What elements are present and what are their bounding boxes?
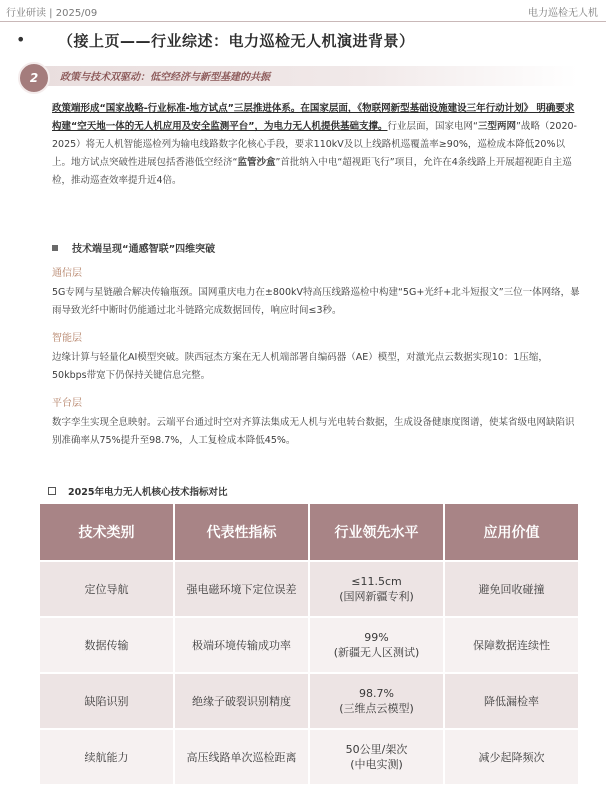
policy-text-3: ”首批纳入中电“超视距飞行”项目，允许在4条线路上开展超视距自主巡检，推动巡查效率提升近4倍。 [52, 157, 572, 186]
layer-title-communication: 通信层 [52, 268, 82, 279]
page-title-row [8, 30, 598, 52]
policy-text-1: 行业层面，国家电网“ [387, 121, 478, 132]
table-cell-category: 续航能力 [40, 730, 175, 784]
layer-title-intelligence: 智能层 [52, 333, 82, 344]
policy-bold-term-1: 三型两网 [477, 121, 516, 132]
table-header-cell: 技术类别 [40, 504, 175, 560]
policy-bold-lead: 政策端形成“国家战略-行业标准-地方试点”三层推进体系。在国家层面，《物联网新型基础设施建设三年行动计划》 明确要求构建“空天地一体的无人机应用及安全监测平台”，为电力无人机提供基础支撑。 [52, 103, 575, 132]
table-row [40, 616, 578, 672]
policy-bold-term-2: 监管沙盒 [237, 157, 276, 168]
table-header-row [40, 504, 578, 560]
header-topic-label: 电力巡检无人机 [528, 8, 598, 19]
table-row [40, 672, 578, 728]
layer-text-communication: 5G专网与星链融合解决传输瓶颈。国网重庆电力在±800kV特高压线路巡检中构建“5G+光纤+北斗短报文”三位一体网络，暴雨导致光纤中断时仍能通过北斗链路完成数据回传，响应时间≤3秒。 [52, 287, 580, 316]
table-cell-level [310, 730, 445, 784]
policy-text-2: ”战略（2020-2025）将无人机智能巡检列为输电线路数字化核心手段，要求110kV及以上线路机巡覆盖率≥90%，巡检成本降低20%以上。地方试点突破性进展包括香港低空经济“ [52, 121, 577, 168]
square-bullet-icon [52, 245, 58, 251]
table-cell-level [310, 674, 445, 728]
section-title: 政策与技术双驱动：低空经济与新型基建的共振 [60, 72, 270, 83]
table-cell-value: 保障数据连续性 [473, 638, 550, 652]
page-header [0, 0, 606, 22]
header-divider [0, 21, 606, 22]
table-cell-level-value: 50公里/架次 [345, 743, 408, 756]
tech-heading-text: 技术端呈现“通感智联”四维突破 [72, 244, 216, 255]
checkbox-square-icon [48, 487, 56, 495]
table-cell-level-value: 98.7% [359, 687, 394, 700]
table-cell-indicator: 绝缘子破裂识别精度 [175, 674, 310, 728]
title-bullet: • [16, 30, 26, 49]
tech-heading [52, 240, 215, 255]
table-cell-level-source: (中电实测) [350, 758, 403, 771]
table-cell-indicator: 高压线路单次巡检距离 [175, 730, 310, 784]
layer-text-intelligence: 边缘计算与轻量化AI模型突破。陕西冠杰方案在无人机端部署自编码器（AE）模型，对激光点云数据实现10：1压缩，50kbps带宽下仍保持关键信息完整。 [52, 352, 548, 381]
table-title: 2025年电力无人机核心技术指标对比 [68, 487, 228, 498]
table-header-cell: 代表性指标 [175, 504, 310, 560]
table-row [40, 560, 578, 616]
table-cell-level-source: (国网新疆专利) [339, 590, 414, 603]
section-banner [18, 62, 578, 94]
table-cell-category: 数据传输 [40, 618, 175, 672]
table-cell-level-source: (新疆无人区测试) [333, 646, 420, 659]
table-cell-category: 定位导航 [40, 562, 175, 616]
page-title: （接上页——行业综述：电力巡检无人机演进背景） [58, 32, 415, 50]
table-header-cell: 应用价值 [483, 525, 540, 541]
table-cell-level-value: ≤11.5cm [351, 575, 402, 588]
table-cell-value: 降低漏检率 [484, 694, 539, 708]
policy-paragraph [52, 100, 582, 190]
layer-title-platform: 平台层 [52, 398, 82, 409]
table-cell-level [310, 618, 445, 672]
table-header-cell: 行业领先水平 [310, 504, 445, 560]
table-cell-value: 避免回收碰撞 [478, 582, 545, 596]
indicator-table [40, 504, 578, 784]
table-cell-level [310, 562, 445, 616]
table-cell-indicator: 强电磁环境下定位误差 [175, 562, 310, 616]
table-heading [48, 484, 227, 498]
table-cell-value: 减少起降频次 [478, 750, 545, 764]
table-cell-level-source: (三维点云模型) [339, 702, 414, 715]
table-row [40, 728, 578, 784]
section-number-badge: 2 [18, 62, 50, 94]
layer-text-platform: 数字孪生实现全息映射。云端平台通过时空对齐算法集成无人机与光电转台数据，生成设备健康度图谱，使某省级电网缺陷识别准确率从75%提升至98.7%，人工复检成本降低45%。 [52, 417, 575, 446]
table-cell-indicator: 极端环境传输成功率 [175, 618, 310, 672]
header-report-label: 行业研读 | 2025/09 [6, 8, 98, 19]
table-cell-level-value: 99% [364, 631, 389, 644]
table-cell-category: 缺陷识别 [40, 674, 175, 728]
